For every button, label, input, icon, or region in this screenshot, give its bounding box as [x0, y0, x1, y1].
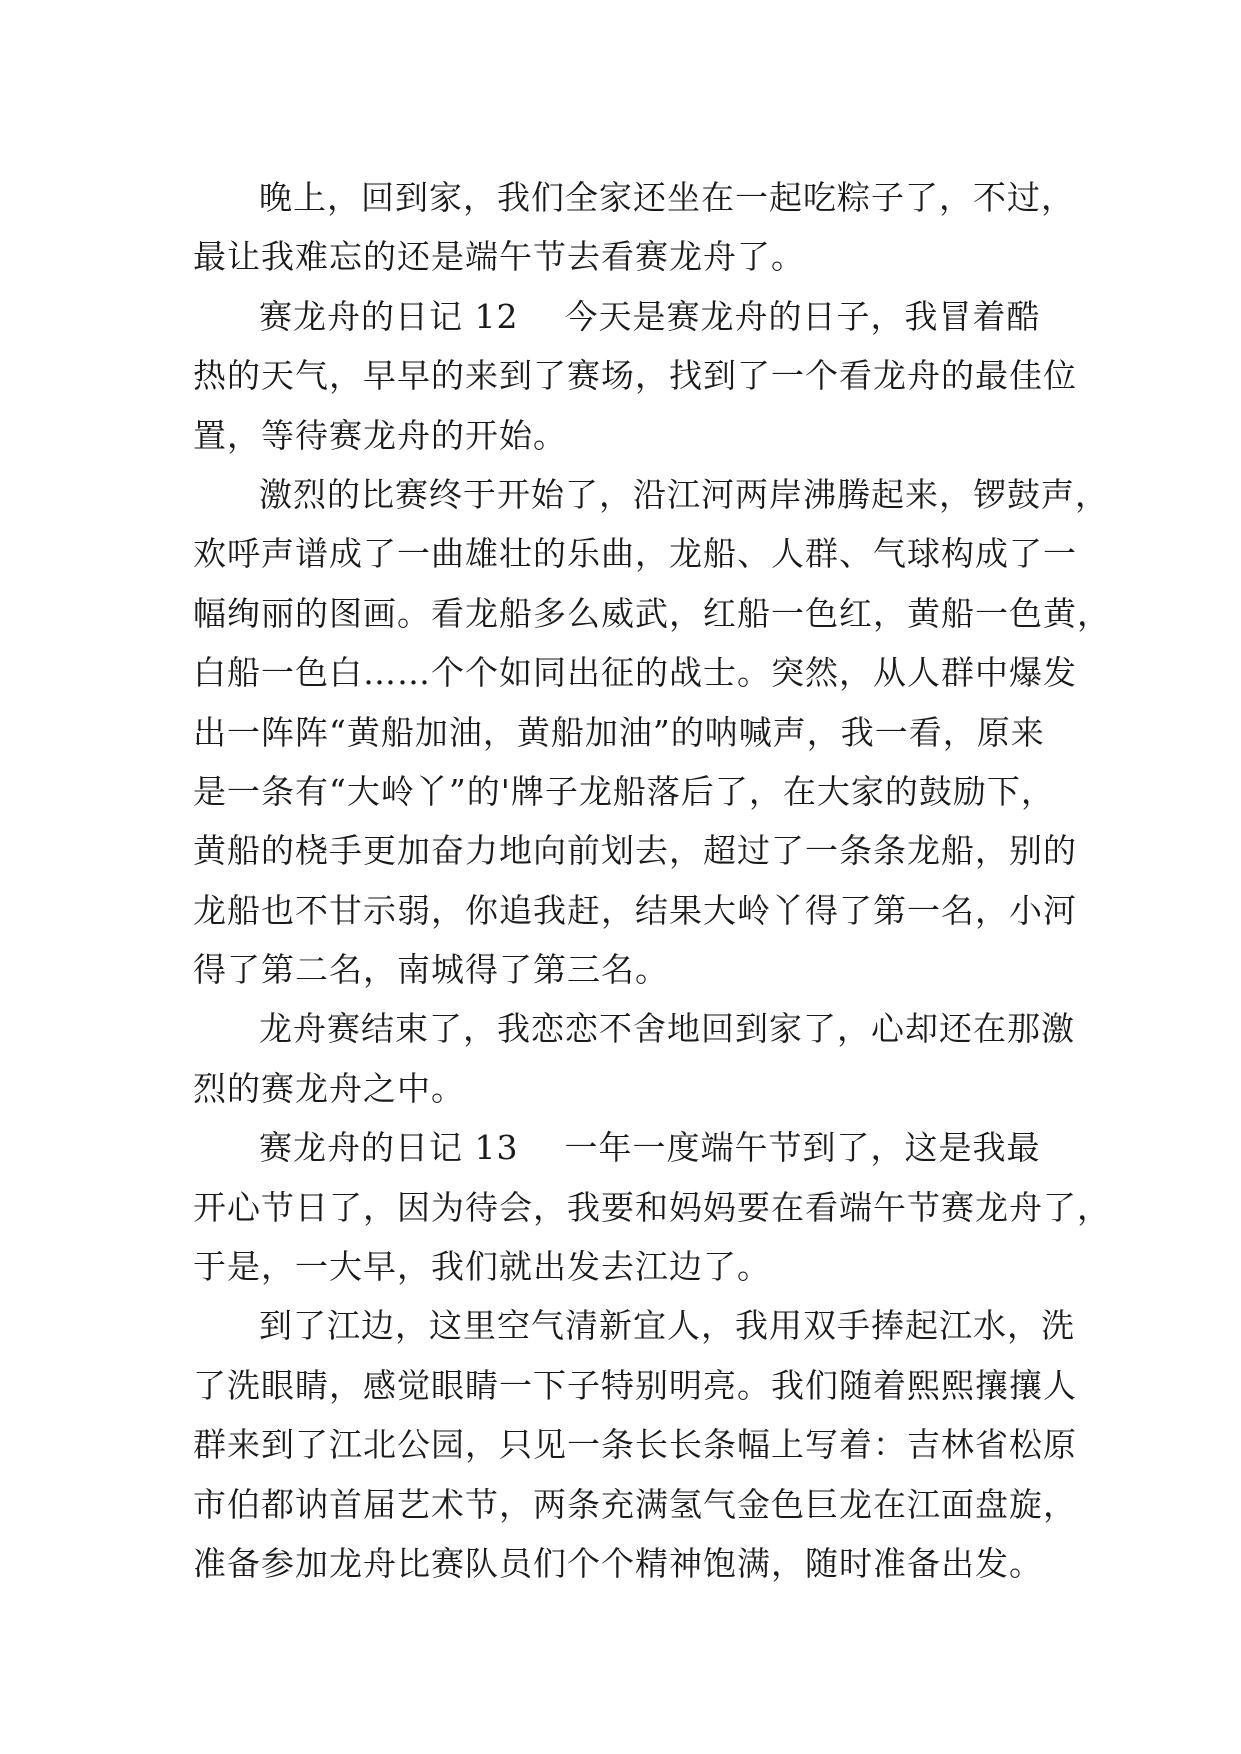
paragraph-line: 赛龙舟的日记 13 一年一度端午节到了，这是我最 — [259, 1128, 1041, 1168]
paragraph-line: 准备参加龙舟比赛队员们个个精神饱满，随时准备出发。 — [193, 1543, 1043, 1583]
paragraph-line: 龙舟赛结束了，我恋恋不舍地回到家了，心却还在那激 — [259, 1009, 1075, 1049]
paragraph-line: 烈的赛龙舟之中。 — [193, 1068, 465, 1108]
paragraph-line: 激烈的比赛终于开始了，沿江河两岸沸腾起来，锣鼓声， — [259, 474, 1109, 514]
paragraph-line: 群来到了江北公园，只见一条长长条幅上写着：吉林省松原 — [193, 1425, 1077, 1465]
paragraph-line: 幅绚丽的图画。看龙船多么威武，红船一色红，黄船一色黄， — [193, 593, 1111, 633]
paragraph-line: 白船一色白……个个如同出征的战士。突然，从人群中爆发 — [193, 653, 1077, 693]
paragraph-line: 到了江边，这里空气清新宜人，我用双手捧起江水，洗 — [259, 1306, 1075, 1346]
paragraph-line: 是一条有“大岭丫”的'牌子龙船落后了，在大家的鼓励下， — [193, 771, 1055, 811]
paragraph-line: 市伯都讷首届艺术节，两条充满氢气金色巨龙在江面盘旋， — [193, 1484, 1077, 1524]
paragraph-line: 置，等待赛龙舟的开始。 — [193, 415, 567, 455]
paragraph-line: 晚上，回到家，我们全家还坐在一起吃粽子了，不过， — [259, 178, 1075, 217]
paragraph-line: 出一阵阵“黄船加油，黄船加油”的呐喊声，我一看，原来 — [193, 712, 1045, 752]
paragraph-line: 热的天气，早早的来到了赛场，找到了一个看龙舟的最佳位 — [193, 356, 1077, 396]
paragraph-line: 开心节日了，因为待会，我要和妈妈要在看端午节赛龙舟了， — [193, 1187, 1111, 1227]
paragraph-line: 赛龙舟的日记 12 今天是赛龙舟的日子，我冒着酷 — [259, 296, 1041, 336]
paragraph-line: 黄船的桡手更加奋力地向前划去，超过了一条条龙船，别的 — [193, 831, 1077, 871]
paragraph-line: 了洗眼睛，感觉眼睛一下子特别明亮。我们随着熙熙攘攘人 — [193, 1365, 1077, 1405]
paragraph-line: 龙船也不甘示弱，你追我赶，结果大岭丫得了第一名，小河 — [193, 890, 1077, 930]
paragraph-line: 得了第二名，南城得了第三名。 — [193, 950, 669, 990]
paragraph-line: 最让我难忘的还是端午节去看赛龙舟了。 — [193, 237, 805, 277]
paragraph-line: 于是，一大早，我们就出发去江边了。 — [193, 1247, 771, 1287]
paragraph-line: 欢呼声谱成了一曲雄壮的乐曲，龙船、人群、气球构成了一 — [193, 534, 1077, 574]
body-text — [193, 168, 1111, 1593]
